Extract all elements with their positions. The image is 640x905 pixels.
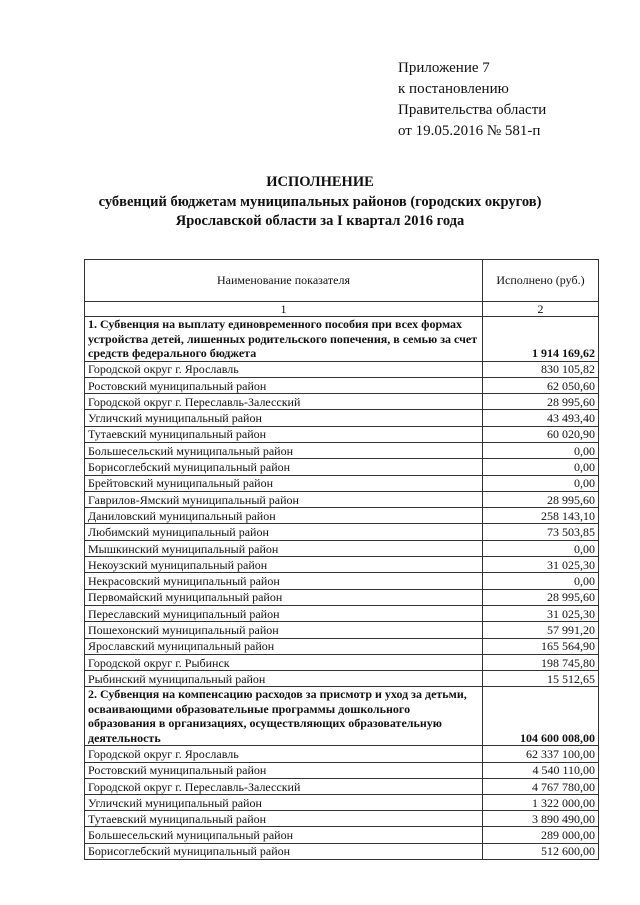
table-row xyxy=(85,671,599,687)
column-number: 1 xyxy=(85,302,483,317)
table-row xyxy=(85,589,599,605)
table-row xyxy=(85,573,599,589)
section-name: 2. Субвенция на компенсацию расходов за присмотр и уход за детьми, осваивающими образовательные программы дошкольного образования в организациях, осуществляющих образовательную деятельность xyxy=(85,687,483,746)
table-row xyxy=(85,811,599,827)
table-row xyxy=(85,491,599,507)
section-row xyxy=(85,687,599,746)
approval-line: от 19.05.2016 № 581-п xyxy=(398,123,541,139)
municipality-name: Борисоглебский муниципальный район xyxy=(85,843,483,859)
header-indicator-name: Наименование показателя xyxy=(85,260,483,302)
executed-amount: 28 995,60 xyxy=(483,491,599,507)
section-row xyxy=(85,317,599,362)
municipality-name: Гаврилов-Ямский муниципальный район xyxy=(85,491,483,507)
municipality-name: Угличский муниципальный район xyxy=(85,795,483,811)
executed-amount: 62 337 100,00 xyxy=(483,746,599,762)
executed-amount: 0,00 xyxy=(483,442,599,458)
executed-amount: 198 745,80 xyxy=(483,654,599,670)
municipality-name: Тутаевский муниципальный район xyxy=(85,811,483,827)
column-number: 2 xyxy=(483,302,599,317)
municipality-name: Даниловский муниципальный район xyxy=(85,508,483,524)
municipality-name: Некрасовский муниципальный район xyxy=(85,573,483,589)
executed-amount: 57 991,20 xyxy=(483,622,599,638)
executed-amount: 258 143,10 xyxy=(483,508,599,524)
document-title xyxy=(0,173,640,232)
table-row xyxy=(85,654,599,670)
table-row xyxy=(85,762,599,778)
executed-amount: 0,00 xyxy=(483,475,599,491)
section-name: 1. Субвенция на выплату единовременного пособия при всех формах устройства детей, лишенных родительского попечения, в семью за счет средств федерального бюджета xyxy=(85,317,483,362)
municipality-name: Некоузский муниципальный район xyxy=(85,557,483,573)
table-row xyxy=(85,540,599,556)
executed-amount: 512 600,00 xyxy=(483,843,599,859)
executed-amount: 31 025,30 xyxy=(483,557,599,573)
executed-amount: 4 540 110,00 xyxy=(483,762,599,778)
executed-amount: 3 890 490,00 xyxy=(483,811,599,827)
executed-amount: 31 025,30 xyxy=(483,605,599,621)
municipality-name: Ярославский муниципальный район xyxy=(85,638,483,654)
executed-amount: 0,00 xyxy=(483,459,599,475)
section-total: 1 914 169,62 xyxy=(483,317,599,362)
table-row xyxy=(85,622,599,638)
municipality-name: Городской округ г. Переславль-Залесский xyxy=(85,394,483,410)
table-row xyxy=(85,524,599,540)
subventions-table xyxy=(84,259,599,860)
table-row xyxy=(85,394,599,410)
municipality-name: Городской округ г. Переславль-Залесский xyxy=(85,778,483,794)
executed-amount: 289 000,00 xyxy=(483,827,599,843)
municipality-name: Городской округ г. Ярославль xyxy=(85,361,483,377)
municipality-name: Борисоглебский муниципальный район xyxy=(85,459,483,475)
title-line: субвенций бюджетам муниципальных районов (городских округов) xyxy=(98,193,542,210)
approval-reference xyxy=(398,58,546,142)
municipality-name: Большесельский муниципальный район xyxy=(85,827,483,843)
table-row xyxy=(85,459,599,475)
table-row xyxy=(85,605,599,621)
executed-amount: 62 050,60 xyxy=(483,377,599,393)
table-row xyxy=(85,475,599,491)
table-row xyxy=(85,843,599,859)
approval-line: к постановлению xyxy=(398,81,509,97)
section-total: 104 600 008,00 xyxy=(483,687,599,746)
municipality-name: Переславский муниципальный район xyxy=(85,605,483,621)
header-executed: Исполнено (руб.) xyxy=(483,260,599,302)
table-row xyxy=(85,795,599,811)
approval-line: Правительства области xyxy=(398,102,547,118)
executed-amount: 60 020,90 xyxy=(483,426,599,442)
executed-amount: 1 322 000,00 xyxy=(483,795,599,811)
title-line: Ярославской области за I квартал 2016 года xyxy=(175,213,465,229)
municipality-name: Городской округ г. Ярославль xyxy=(85,746,483,762)
executed-amount: 165 564,90 xyxy=(483,638,599,654)
table-row xyxy=(85,557,599,573)
municipality-name: Тутаевский муниципальный район xyxy=(85,426,483,442)
municipality-name: Угличский муниципальный район xyxy=(85,410,483,426)
municipality-name: Рыбинский муниципальный район xyxy=(85,671,483,687)
municipality-name: Пошехонский муниципальный район xyxy=(85,622,483,638)
table-row xyxy=(85,746,599,762)
column-number-row xyxy=(85,302,599,317)
table-row xyxy=(85,361,599,377)
executed-amount: 0,00 xyxy=(483,573,599,589)
table-row xyxy=(85,410,599,426)
municipality-name: Любимский муниципальный район xyxy=(85,524,483,540)
executed-amount: 4 767 780,00 xyxy=(483,778,599,794)
municipality-name: Большесельский муниципальный район xyxy=(85,442,483,458)
executed-amount: 0,00 xyxy=(483,540,599,556)
municipality-name: Ростовский муниципальный район xyxy=(85,762,483,778)
table-row xyxy=(85,442,599,458)
title-line: ИСПОЛНЕНИЕ xyxy=(266,174,374,190)
table-row xyxy=(85,638,599,654)
executed-amount: 73 503,85 xyxy=(483,524,599,540)
approval-line: Приложение 7 xyxy=(398,60,490,76)
executed-amount: 28 995,60 xyxy=(483,394,599,410)
municipality-name: Мышкинский муниципальный район xyxy=(85,540,483,556)
executed-amount: 43 493,40 xyxy=(483,410,599,426)
municipality-name: Городской округ г. Рыбинск xyxy=(85,654,483,670)
table-row xyxy=(85,426,599,442)
municipality-name: Ростовский муниципальный район xyxy=(85,377,483,393)
table-header-row xyxy=(85,260,599,302)
table-row xyxy=(85,508,599,524)
municipality-name: Первомайский муниципальный район xyxy=(85,589,483,605)
executed-amount: 15 512,65 xyxy=(483,671,599,687)
executed-amount: 830 105,82 xyxy=(483,361,599,377)
table-row xyxy=(85,778,599,794)
executed-amount: 28 995,60 xyxy=(483,589,599,605)
table-row xyxy=(85,377,599,393)
table-row xyxy=(85,827,599,843)
municipality-name: Брейтовский муниципальный район xyxy=(85,475,483,491)
